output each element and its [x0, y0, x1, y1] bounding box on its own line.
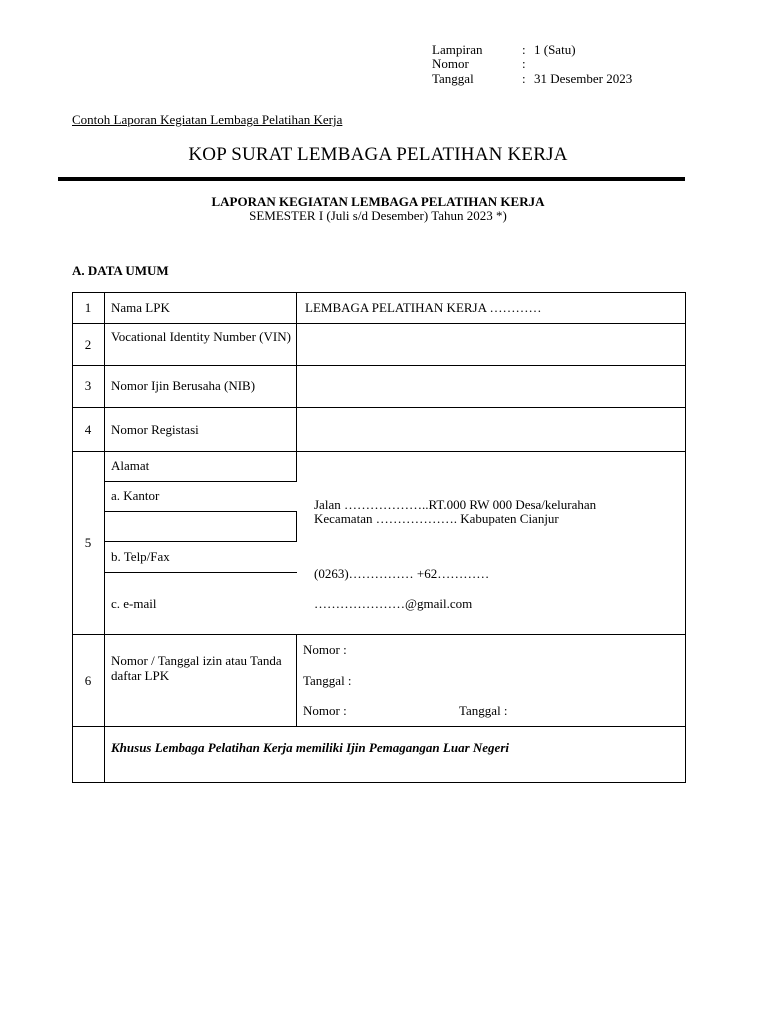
table-rule-3 [72, 407, 686, 408]
nomor-label: Nomor [432, 56, 469, 71]
table-divider-row6 [296, 635, 297, 726]
table-border-bottom [72, 782, 686, 783]
row3-label: Nomor Ijin Berusaha (NIB) [111, 378, 256, 393]
row6-number: 6 [84, 673, 92, 688]
tanggal-label: Tanggal [432, 71, 474, 86]
email-value: …………………@gmail.com [314, 596, 473, 611]
table-border-top [72, 292, 686, 293]
tanggal-value: 31 Desember 2023 [534, 71, 633, 86]
row6-tanggal: Tanggal : [303, 673, 352, 688]
row2-number: 2 [84, 337, 92, 352]
tanggal-colon: : [522, 71, 526, 86]
table-rule-5d [104, 572, 297, 573]
attachment-meta [432, 42, 672, 88]
lampiran-label: Lampiran [432, 42, 483, 57]
row1-value: LEMBAGA PELATIHAN KERJA ………… [305, 300, 542, 315]
table-rule-5b [104, 511, 297, 512]
address-street: Jalan ………………..RT.000 RW 000 Desa/kelurahan [314, 497, 597, 512]
alamat-label: Alamat [111, 458, 150, 473]
table-rule-5c [104, 541, 297, 542]
telp-label: b. Telp/Fax [111, 549, 170, 564]
row6-tanggal-2: Tanggal : [459, 703, 508, 718]
table-rule-1 [72, 323, 686, 324]
row1-label: Nama LPK [111, 300, 170, 315]
section-heading: A. DATA UMUM [72, 263, 169, 278]
table-border-right [685, 292, 686, 783]
lampiran-value: 1 (Satu) [534, 42, 576, 57]
table-divider-alamat [296, 452, 297, 481]
letterhead-title: KOP SURAT LEMBAGA PELATIHAN KERJA [188, 144, 568, 165]
row4-label: Nomor Registasi [111, 422, 199, 437]
row4-number: 4 [84, 422, 92, 437]
lampiran-colon: : [522, 42, 526, 57]
report-subtitle: SEMESTER I (Juli s/d Desember) Tahun 2023 *) [249, 208, 507, 223]
row5-number: 5 [84, 535, 92, 550]
table-rule-4 [72, 451, 686, 452]
row3-number: 3 [84, 378, 92, 393]
example-caption: Contoh Laporan Kegiatan Lembaga Pelatihan Kerja [72, 112, 343, 127]
report-title: LAPORAN KEGIATAN LEMBAGA PELATIHAN KERJA [211, 194, 545, 209]
table-rule-2 [72, 365, 686, 366]
table-rule-5 [72, 634, 686, 635]
kantor-label: a. Kantor [111, 488, 160, 503]
row6-label: Nomor / Tanggal izin atau Tanda daftar LPK [111, 653, 282, 683]
row1-number: 1 [84, 300, 92, 315]
row2-label: Vocational Identity Number (VIN) [111, 329, 291, 344]
table-divider-number [104, 292, 105, 783]
row6-nomor-2: Nomor : [303, 703, 347, 718]
nomor-colon: : [522, 56, 526, 71]
table-rule-6 [72, 726, 686, 727]
table-divider-value [296, 292, 297, 452]
row6-nomor: Nomor : [303, 642, 347, 657]
foreign-apprenticeship-note: Khusus Lembaga Pelatihan Kerja memiliki Ijin Pemagangan Luar Negeri [111, 740, 509, 755]
letterhead-rule [58, 177, 685, 181]
address-district: Kecamatan ………………. Kabupaten Cianjur [314, 511, 559, 526]
phone-value: (0263)…………… +62………… [314, 566, 490, 581]
table-rule-5a [104, 481, 297, 482]
table-divider-blank [296, 512, 297, 541]
email-label: c. e-mail [111, 596, 157, 611]
